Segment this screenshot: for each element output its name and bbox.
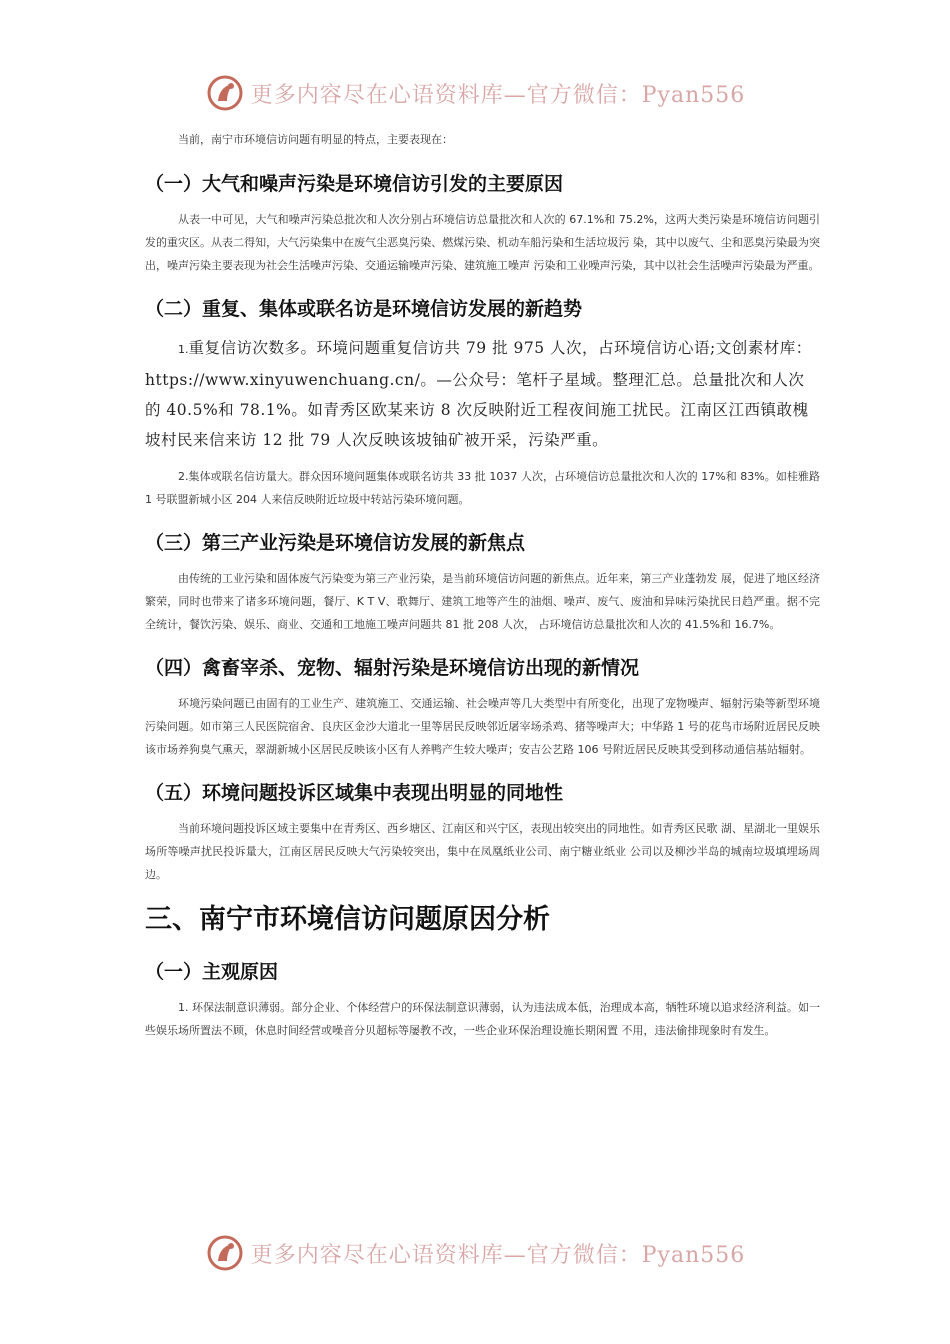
section-1-heading: （一）大气和噪声污染是环境信访引发的主要原因 [145, 173, 564, 195]
header-watermark-banner [0, 68, 950, 118]
chapter-3-heading: 三、南宁市环境信访问题原因分析 [145, 904, 550, 935]
banner-text: 更多内容尽在心语资料库—官方微信：Pyan556 [250, 1242, 746, 1268]
section-2-large-paragraph [145, 333, 820, 455]
section-5-heading: （五）环境问题投诉区域集中表现出明显的同地性 [145, 782, 564, 804]
section-3-heading: （三）第三产业污染是环境信访发展的新焦点 [145, 532, 526, 554]
logo-icon [205, 73, 245, 113]
chapter-3-subheading: （一）主观原因 [145, 961, 279, 983]
document-body [145, 128, 820, 1042]
section-2-heading: （二）重复、集体或联名访是环境信访发展的新趋势 [145, 298, 583, 320]
section-2-paragraph: 2.集体或联名信访量大。群众因环境问题集体或联名访共 33 批 1037 人次，占环境信访总量批次和人次的 17%和 83%。如桂雅路 1 号联盟新城小区 204 人来信反映附近垃圾中转站污染环境问题。 [145, 470, 820, 506]
banner-text: 更多内容尽在心语资料库—官方微信：Pyan556 [250, 82, 746, 108]
section-4-paragraph: 环境污染问题已由固有的工业生产、建筑施工、交通运输、社会噪声等几大类型中有所变化，出现了宠物噪声、辐射污染等新型环境污染问题。如市第三人民医院宿舍、良庆区金沙大道北一里等居民反映邻近屠宰场杀鸡、猪等噪声大；中华路 1 号的花鸟市场附近居民反映该市场养狗臭气熏天，翠湖新城小区居民反映该小区有人养鸭产生较大噪声；安吉公艺路 106 号附近居民反映其受到移动通信基站辐射。 [145, 697, 820, 756]
list-number: 1. [178, 343, 189, 356]
footer-watermark-banner [0, 1228, 950, 1278]
section-5-paragraph: 当前环境问题投诉区域主要集中在青秀区、西乡塘区、江南区和兴宁区，表现出较突出的同地性。如青秀区民歌 湖、星湖北一里娱乐场所等噪声扰民投诉量大，江南区居民反映大气污染较突出，集中在凤凰纸业公司、南宁糖业纸业 公司以及柳沙半岛的城南垃圾填埋场周边。 [145, 822, 820, 881]
large-paragraph-text: 重复信访次数多。环境问题重复信访共 79 批 975 人次，占环境信访心语;文创素材库：https://www.xinyuwenchuang.cn/。—公众号：笔杆子星域。整理汇总。总量批次和人次的 40.5%和 78.1%。如青秀区欧某来访 8 次反映附近工程夜间施工扰民。江南区江西镇敢槐坡村民来信来访 12 批 79 人次反映该坡铀矿被开采，污染严重。 [145, 339, 812, 449]
section-3-paragraph: 由传统的工业污染和固体废气污染变为第三产业污染，是当前环境信访问题的新焦点。近年来，第三产业蓬勃发 展，促进了地区经济繁荣，同时也带来了诸多环境问题，餐厅、K T V、歌舞厅、建筑工地等产生的油烟、噪声、废气、废油和异味污染扰民日趋严重。据不完全统计，餐饮污染、娱乐、商业、交通和工地施工噪声问题共 81 批 208 人次， 占环境信访总量批次和人次的 41.5%和 16.7%。 [145, 572, 820, 631]
section-4-heading: （四）禽畜宰杀、宠物、辐射污染是环境信访出现的新情况 [145, 657, 640, 679]
logo-icon [205, 1233, 245, 1273]
intro-text: 当前，南宁市环境信访问题有明显的特点，主要表现在： [178, 133, 453, 146]
chapter-3-paragraph: 1. 环保法制意识薄弱。部分企业、个体经营户的环保法制意识薄弱，认为违法成本低，治理成本高，牺牲环境以追求经济利益。如一些娱乐场所置法不顾，休息时间经营或噪音分贝超标等屡教不改，一些企业环保治理设施长期闲置 不用，违法偷排现象时有发生。 [145, 1001, 820, 1037]
section-1-paragraph: 从表一中可见，大气和噪声污染总批次和人次分别占环境信访总量批次和人次的 67.1%和 75.2%，这两大类污染是环境信访问题引发的重灾区。从表二得知，大气污染集中在废气尘恶臭污染、燃煤污染、机动车船污染和生活垃圾污 染，其中以废气、尘和恶臭污染最为突出，噪声污染主要表现为社会生活噪声污染、交通运输噪声污染、建筑施工噪声 污染和工业噪声污染，其中以社会生活噪声污染最为严重。 [145, 213, 820, 272]
